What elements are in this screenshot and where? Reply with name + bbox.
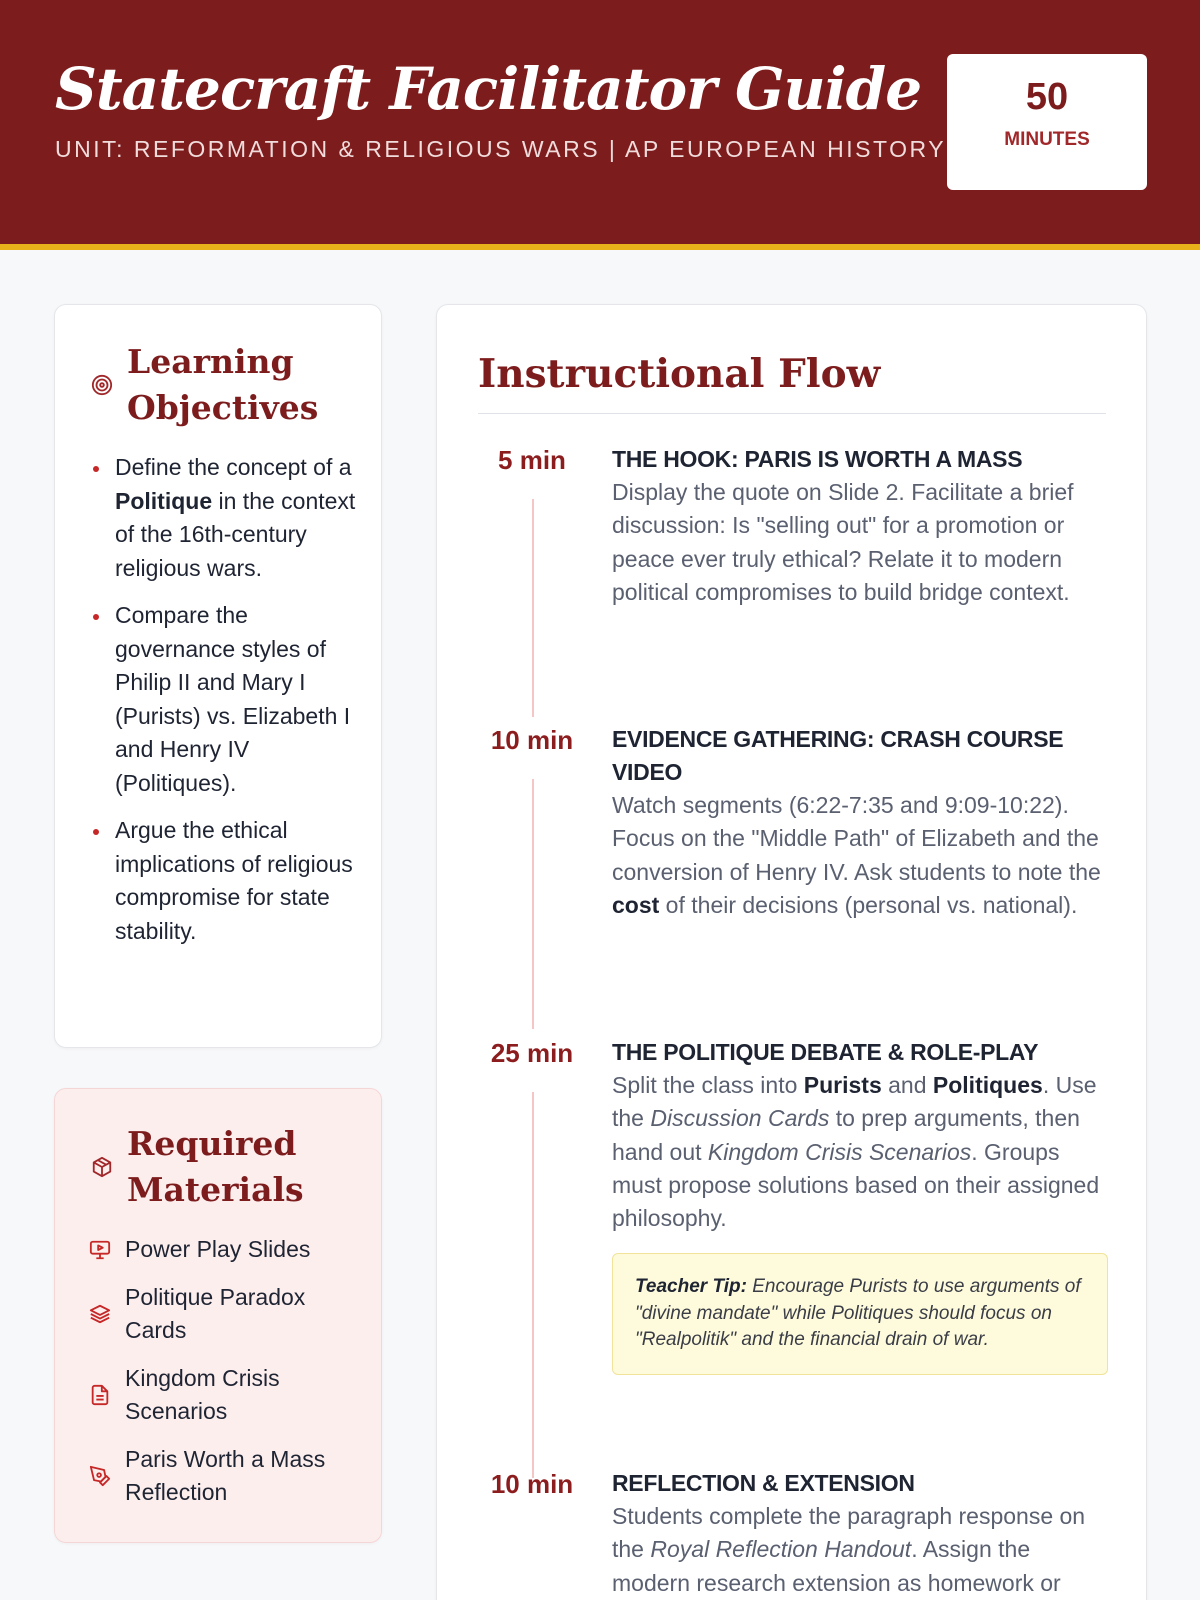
material-item[interactable] [89, 1281, 359, 1348]
step-description: Display the quote on Slide 2. Facilitate a brief discussion: Is "selling out" for a promotion or peace ever truly ethical? Relate it to modern political compromises to build bridge context. [612, 479, 1074, 605]
pen-nib-icon [89, 1465, 111, 1487]
step-title: THE HOOK: PARIS IS WORTH A MASS [612, 446, 1023, 472]
learning-objectives-card [54, 304, 382, 1048]
step-title: REFLECTION & EXTENSION [612, 1470, 915, 1496]
materials-heading: Required Materials [127, 1124, 304, 1209]
objective-item: Define the concept of a Politique in the context of the 16th-century religious wars. [91, 451, 361, 585]
material-label: Kingdom Crisis Scenarios [125, 1364, 280, 1424]
step-title: THE POLITIQUE DEBATE & ROLE-PLAY [612, 1039, 1039, 1065]
objectives-heading: Learning Objectives [127, 342, 319, 427]
layers-icon [89, 1303, 111, 1325]
unit-subtitle: UNIT: REFORMATION & RELIGIOUS WARS | AP EUROPEAN HISTORY [55, 136, 947, 162]
step-description: Students complete the paragraph response on the Royal Reflection Handout. Assign the modern research extension as homework or [612, 1503, 1086, 1596]
materials-header [91, 1121, 347, 1213]
header-banner [0, 0, 1200, 250]
required-materials-card [54, 1088, 382, 1543]
step-time: 10 min [490, 1469, 574, 1499]
objectives-list [91, 451, 361, 962]
target-icon [91, 374, 113, 396]
divider [478, 413, 1106, 414]
timeline-connector [532, 779, 534, 1029]
step-body [612, 443, 1108, 609]
material-label: Paris Worth a Mass Reflection [125, 1445, 326, 1505]
material-item[interactable] [89, 1443, 359, 1510]
step-body [612, 1036, 1108, 1375]
tip-label: Teacher Tip: [635, 1276, 747, 1298]
package-icon [91, 1156, 113, 1178]
objective-item: Argue the ethical implications of religious compromise for state stability. [91, 814, 361, 948]
instructional-flow-card [436, 304, 1147, 1600]
materials-list [89, 1233, 359, 1524]
material-item[interactable] [89, 1233, 359, 1267]
duration-value: 50 [1025, 76, 1069, 118]
material-item[interactable] [89, 1362, 359, 1429]
page-title: Statecraft Facilitator Guide [55, 55, 922, 123]
step-time: 5 min [498, 445, 566, 475]
step-body [612, 723, 1108, 922]
flow-heading: Instructional Flow [478, 351, 881, 397]
material-label: Power Play Slides [125, 1236, 311, 1262]
duration-badge [947, 54, 1147, 190]
document-icon [89, 1384, 111, 1406]
objectives-header [91, 339, 347, 431]
timeline-connector [532, 499, 534, 717]
step-description: Split the class into Purists and Politiques. Use the Discussion Cards to prep arguments, then hand out Kingdom Crisis Scenarios. Groups must propose solutions based on their assigned philosophy. [612, 1072, 1100, 1232]
step-time: 10 min [490, 725, 574, 755]
duration-unit: MINUTES [1004, 129, 1090, 150]
step-body [612, 1467, 1108, 1600]
step-title: EVIDENCE GATHERING: CRASH COURSE VIDEO [612, 726, 1064, 785]
tip-text: Encourage Purists to use arguments of "divine mandate" while Politiques should focus on "Realpolitik" and the financial drain of war. [635, 1276, 1081, 1351]
objective-item: Compare the governance styles of Philip II and Mary I (Purists) vs. Elizabeth I and Henry IV (Politiques). [91, 599, 361, 800]
teacher-tip [612, 1253, 1108, 1375]
step-description: Watch segments (6:22-7:35 and 9:09-10:22). Focus on the "Middle Path" of Elizabeth and the conversion of Henry IV. Ask students to note the cost of their decisions (personal vs. national). [612, 792, 1101, 918]
presentation-icon [89, 1239, 111, 1261]
timeline-connector [532, 1092, 534, 1478]
step-time: 25 min [490, 1038, 574, 1068]
material-label: Politique Paradox Cards [125, 1283, 306, 1343]
